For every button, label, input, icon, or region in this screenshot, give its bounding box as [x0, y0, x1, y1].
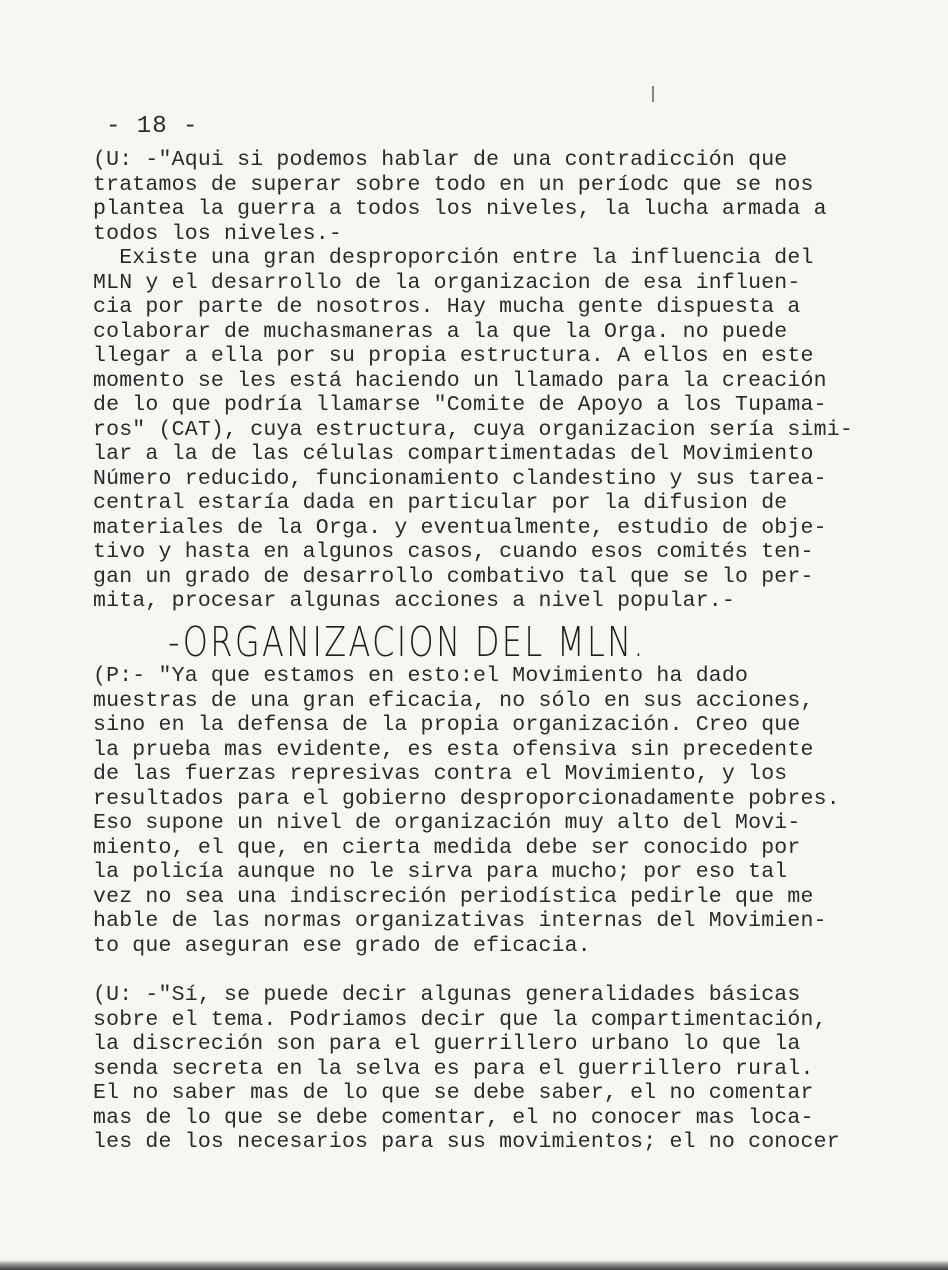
text-line: mita, procesar algunas acciones a nivel popular.-: [93, 589, 736, 613]
text-line: la prueba mas evidente, es esta ofensiva sin precedente: [93, 737, 814, 762]
text-line: la policía aunque no le sirva para mucho; por eso tal: [93, 860, 788, 884]
text-line: hable de las normas organizativas internas del Movimien-: [93, 909, 827, 933]
text-line: (U: -"Aqui si podemos hablar de una contradicción que: [93, 148, 788, 172]
text-line: les de los necesarios para sus movimientos; el no conocer: [93, 1130, 840, 1154]
text-line: vez no sea una indiscreción periodística pedirle que me: [93, 884, 814, 909]
page-bottom-edge: [0, 1260, 948, 1270]
text-line: plantea la guerra a todos los niveles, la lucha armada a: [93, 197, 827, 221]
text-line: cia por parte de nosotros. Hay mucha gente dispuesta a: [93, 295, 801, 319]
text-line: senda secreta en la selva es para el guerrillero rural.: [93, 1056, 814, 1081]
text-line: materiales de la Orga. y eventualmente, estudio de obje-: [93, 515, 827, 540]
text-line: de lo que podría llamarse "Comite de Apoyo a los Tupama-: [93, 393, 827, 417]
text-line: resultados para el gobierno desproporcionadamente pobres.: [93, 786, 840, 811]
text-line: Existe una gran desproporción entre la influencia del: [93, 246, 814, 270]
text-line: lar a la de las células compartimentadas del Movimiento: [93, 442, 814, 466]
text-line: (P:- "Ya que estamos en esto:el Movimiento ha dado: [93, 664, 749, 688]
stray-ink-mark: [652, 86, 654, 102]
text-line: colaborar de muchasmaneras a la que la Orga. no puede: [93, 319, 788, 344]
text-line: MLN y el desarrollo de la organizacion de esa influen-: [93, 270, 801, 295]
text-line: llegar a ella por su propia estructura. A ellos en este: [93, 344, 814, 368]
text-line: (U: -"Sí, se puede decir algunas generalidades básicas: [93, 983, 801, 1007]
text-line: to que aseguran ese grado de eficacia.: [93, 933, 591, 958]
text-line: miento, el que, en cierta medida debe ser conocido por: [93, 835, 801, 860]
text-line: tivo y hasta en algunos casos, cuando esos comités ten-: [93, 540, 814, 564]
text-line: muestras de una gran eficacia, no sólo en sus acciones,: [93, 688, 814, 713]
text-line: tratamos de superar sobre todo en un períodc que se nos: [93, 172, 814, 197]
page-number: - 18 -: [106, 113, 199, 140]
text-line: mas de lo que se debe comentar, el no conocer mas loca-: [93, 1105, 814, 1130]
text-line: de las fuerzas represivas contra el Movimiento, y los: [93, 762, 788, 786]
text-line: Número reducido, funcionamiento clandestino y sus tarea-: [93, 466, 827, 491]
text-line: ros" (CAT), cuya estructura, cuya organizacion sería simi-: [93, 417, 853, 442]
section-heading: -ORGANIZACION DEL MLN.: [168, 618, 646, 666]
text-line: gan un grado de desarrollo combativo tal que se lo per-: [93, 564, 814, 589]
text-line: central estaría dada en particular por la difusion de: [93, 491, 788, 515]
text-line: la discreción son para el guerrillero urbano lo que la: [93, 1032, 801, 1056]
text-line: sino en la defensa de la propia organización. Creo que: [93, 713, 801, 737]
text-line: El no saber mas de lo que se debe saber, el no comentar: [93, 1081, 814, 1105]
text-line: Eso supone un nivel de organización muy alto del Movi-: [93, 811, 801, 835]
text-line: sobre el tema. Podriamos decir que la compartimentación,: [93, 1007, 827, 1032]
text-line: todos los niveles.-: [93, 221, 342, 246]
text-line: momento se les está haciendo un llamado para la creación: [93, 368, 827, 393]
